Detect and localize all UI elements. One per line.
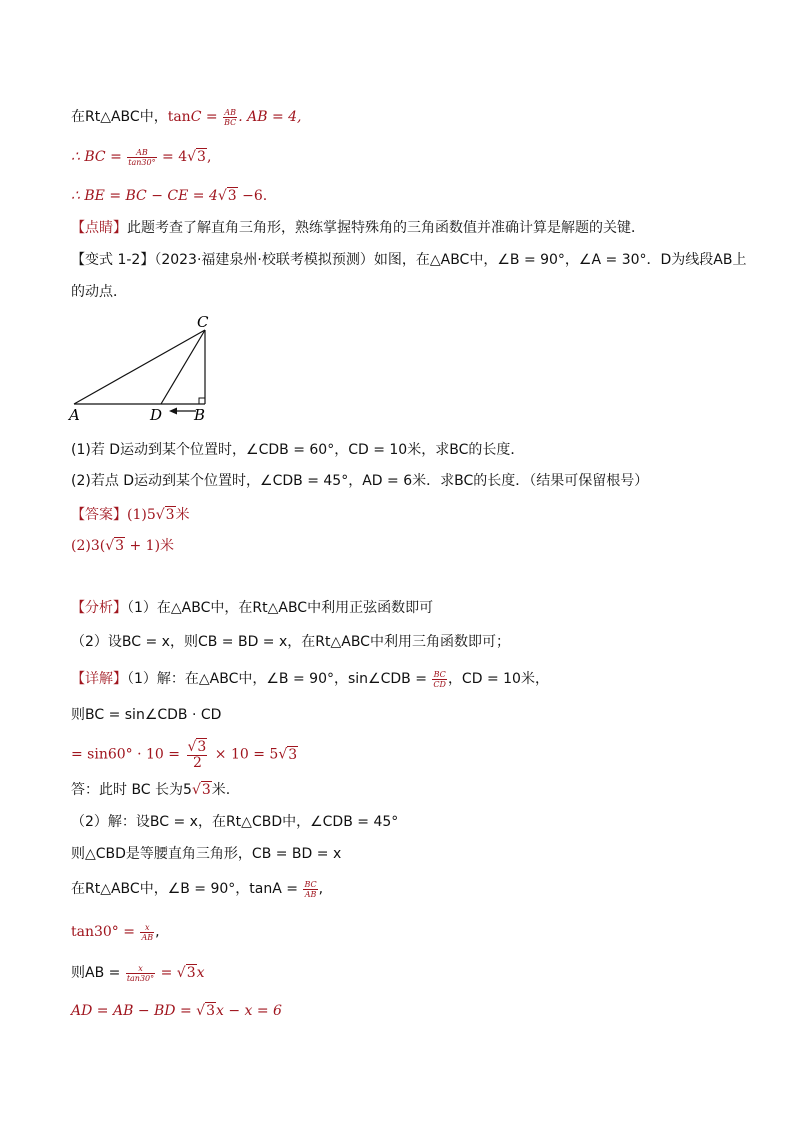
question-2: (2)若点 D运动到某个位置时，∠CDB = 45°，AD = 6米．求BC的长度．（结果可保留根号） bbox=[71, 473, 649, 489]
answer-label: 【答案】 bbox=[71, 507, 127, 523]
detail-line-10: AD = AB − BD = √3x − x = 6 bbox=[71, 1003, 282, 1019]
answer-line-2: (2)3(√3 + 1)米 bbox=[71, 538, 175, 554]
variant-label: 【变式 1-2】 bbox=[71, 252, 155, 268]
label-A: A bbox=[69, 406, 80, 424]
solution-line-2: ∴ BC = $\frac{AB}{\tan 30^\circ}$ = 4√3, bbox=[71, 147, 212, 167]
detail-line-6: 则△CBD是等腰直角三角形，CB = BD = x bbox=[71, 846, 342, 862]
variant-heading: 【变式 1-2】（2023·福建泉州·校联考模拟预测）如图，在△ABC中，∠B = 90°，∠A = 30°．D为线段AB上 bbox=[71, 252, 747, 268]
detail-line-5: （2）解：设BC = x，在Rt△CBD中，∠CDB = 45° bbox=[71, 814, 399, 830]
detail-line-3: = sin60° · 10 = $\frac{√3}{2}$ × 10 = 5√3 bbox=[71, 739, 298, 771]
analysis-line-1: 【分析】（1）在△ABC中，在Rt△ABC中利用正弦函数即可 bbox=[71, 600, 434, 616]
answer-line-1: 【答案】(1)5√3米 bbox=[71, 507, 190, 523]
question-1: (1)若 D运动到某个位置时，∠CDB = 60°，CD = 10米，求BC的长度． bbox=[71, 442, 525, 458]
analysis-label: 【分析】 bbox=[71, 600, 127, 616]
detail-label: 【详解】 bbox=[71, 671, 127, 687]
detail-line-4: 答：此时 BC 长为5√3米. bbox=[71, 782, 231, 798]
triangle-figure bbox=[66, 308, 226, 424]
comment-label: 【点睛】 bbox=[71, 220, 127, 236]
arrow-head bbox=[169, 408, 177, 415]
segment-DC bbox=[161, 330, 205, 404]
detail-line-9: 则AB = $\frac{x}{\tan 30^\circ}$ = √3x bbox=[71, 963, 205, 983]
analysis-line-2: （2）设BC = x，则CB = BD = x，在Rt△ABC中利用三角函数即可； bbox=[71, 634, 510, 650]
label-D: D bbox=[150, 406, 163, 424]
right-angle-mark bbox=[199, 398, 205, 404]
comment-line: 【点睛】此题考查了解直角三角形，熟练掌握特殊角的三角函数值并准确计算是解题的关键． bbox=[71, 220, 645, 236]
segment-AC bbox=[74, 330, 205, 404]
label-C: C bbox=[197, 313, 209, 331]
detail-line-2: 则BC = sin∠CDB · CD bbox=[71, 707, 222, 723]
detail-line-1: 【详解】（1）解：在△ABC中，∠B = 90°，sin∠CDB = $\frac{BC}{CD}$ ，CD = 10米， bbox=[71, 669, 549, 689]
variant-heading-cont: 的动点． bbox=[71, 284, 127, 300]
detail-line-8: tan30° = $\frac{x}{AB}$ , bbox=[71, 922, 160, 942]
solution-line-3: ∴ BE = BC − CE = 4√3 −6. bbox=[71, 188, 268, 204]
label-B: B bbox=[194, 406, 206, 424]
detail-line-7: 在Rt△ABC中，∠B = 90°，tanA = $\frac{BC}{AB}$ , bbox=[71, 879, 324, 899]
solution-line-1: 在Rt△ABC中，tanC = $\frac{AB}{BC}$ . AB = 4, bbox=[71, 107, 302, 127]
